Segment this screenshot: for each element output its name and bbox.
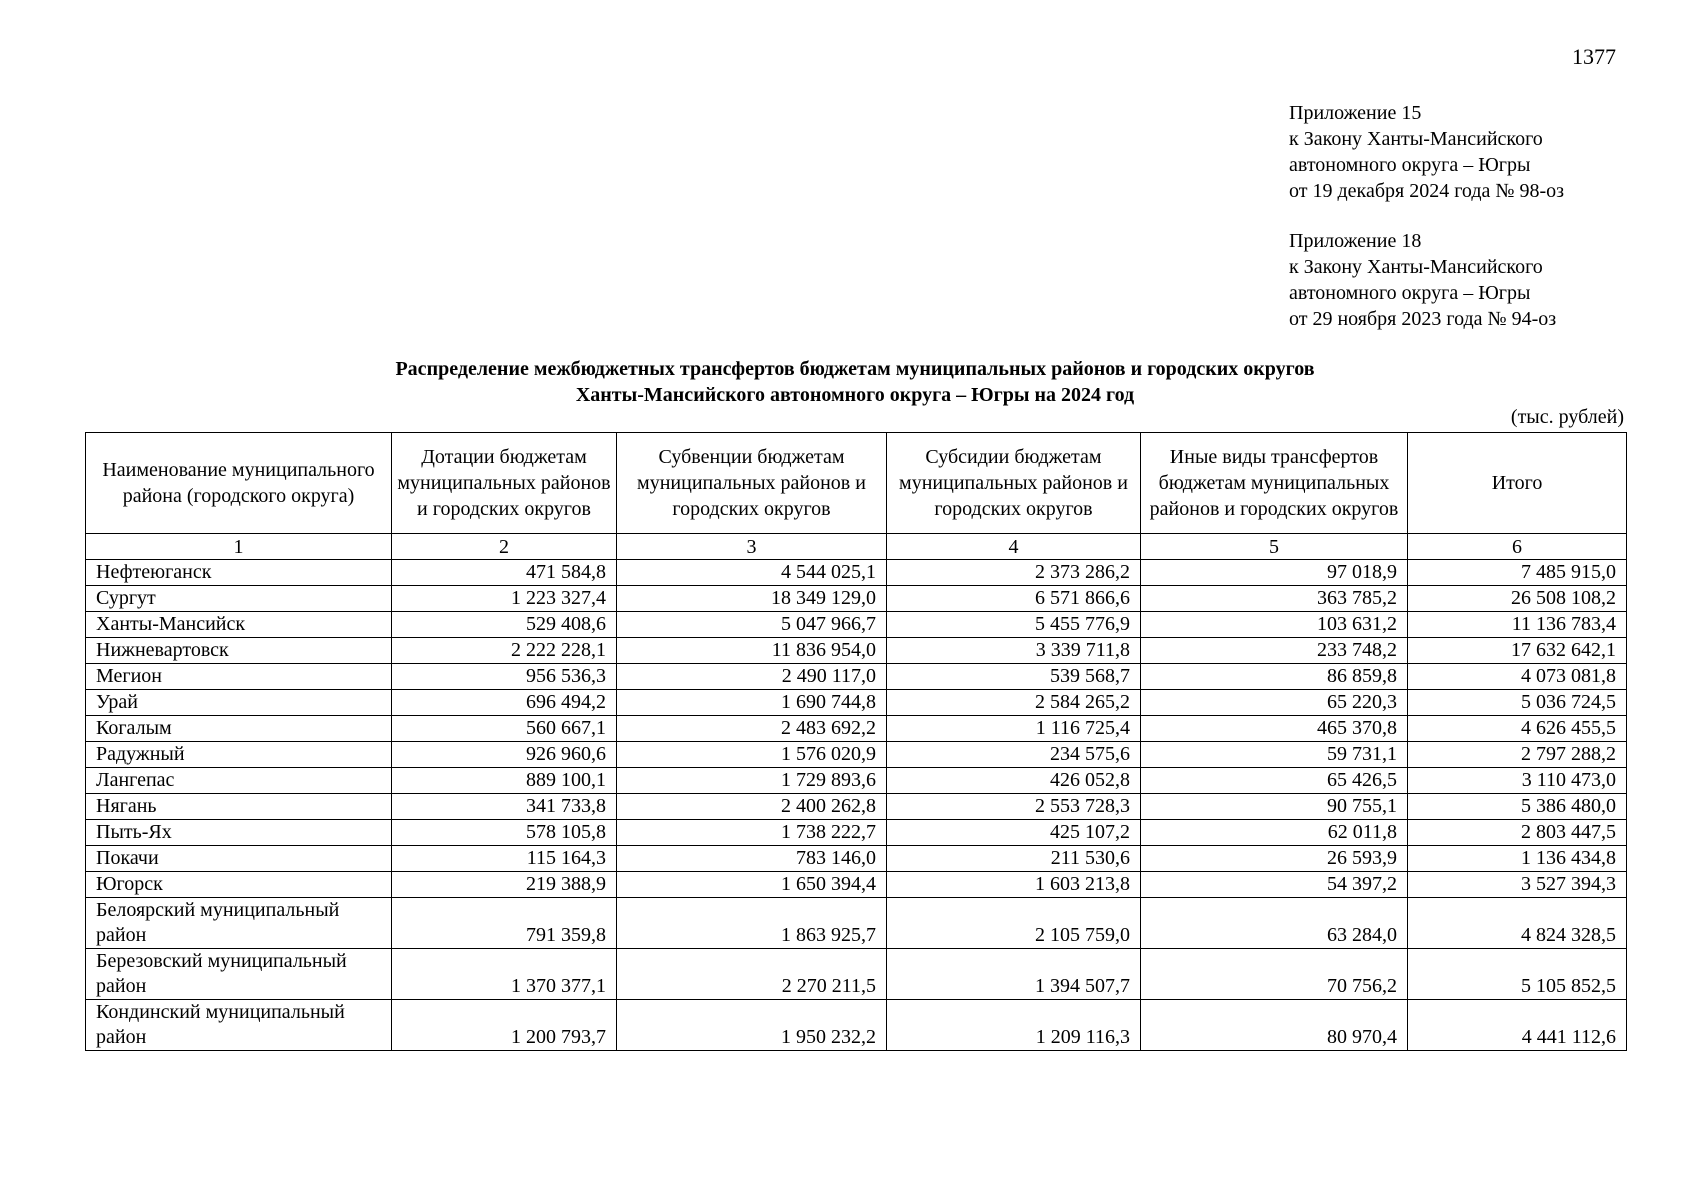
table-row	[86, 1000, 1627, 1051]
amount-cell: 696 494,2	[392, 690, 617, 716]
amount-cell: 1 729 893,6	[617, 768, 887, 794]
amount-cell: 2 400 262,8	[617, 794, 887, 820]
amount-cell: 4 073 081,8	[1408, 664, 1627, 690]
amount-cell: 2 797 288,2	[1408, 742, 1627, 768]
amount-cell: 363 785,2	[1141, 586, 1408, 612]
amount-cell: 4 441 112,6	[1408, 1000, 1627, 1051]
appendix-15-block	[1289, 100, 1564, 204]
appendix-line: к Закону Ханты-Мансийского	[1289, 128, 1543, 150]
amount-cell: 1 738 222,7	[617, 820, 887, 846]
amount-cell: 62 011,8	[1141, 820, 1408, 846]
amount-cell: 5 047 966,7	[617, 612, 887, 638]
header-subsidies-dotations: Дотации бюджетам муниципальных районов и городских округов	[392, 433, 617, 534]
amount-cell: 5 386 480,0	[1408, 794, 1627, 820]
amount-cell: 926 960,6	[392, 742, 617, 768]
amount-cell: 5 105 852,5	[1408, 949, 1627, 1000]
municipality-name-cell: Нефтеюганск	[86, 560, 392, 586]
amount-cell: 70 756,2	[1141, 949, 1408, 1000]
amount-cell: 1 370 377,1	[392, 949, 617, 1000]
amount-cell: 233 748,2	[1141, 638, 1408, 664]
municipality-name-cell: Югорск	[86, 872, 392, 898]
amount-cell: 1 863 925,7	[617, 898, 887, 949]
amount-cell: 3 110 473,0	[1408, 768, 1627, 794]
amount-cell: 1 200 793,7	[392, 1000, 617, 1051]
column-number: 3	[617, 534, 887, 560]
amount-cell: 1 394 507,7	[887, 949, 1141, 1000]
table-row	[86, 586, 1627, 612]
amount-cell: 578 105,8	[392, 820, 617, 846]
appendix-18-block	[1289, 228, 1556, 332]
table-row	[86, 690, 1627, 716]
amount-cell: 465 370,8	[1141, 716, 1408, 742]
municipality-name-cell: Сургут	[86, 586, 392, 612]
amount-cell: 426 052,8	[887, 768, 1141, 794]
amount-cell: 2 373 286,2	[887, 560, 1141, 586]
appendix-line: Приложение 18	[1289, 230, 1422, 252]
amount-cell: 1 650 394,4	[617, 872, 887, 898]
amount-cell: 63 284,0	[1141, 898, 1408, 949]
municipality-name-cell: Кондинский муниципальный район	[86, 1000, 392, 1051]
amount-cell: 1 223 327,4	[392, 586, 617, 612]
header-subsidies: Субсидии бюджетам муниципальных районов и городских округов	[887, 433, 1141, 534]
amount-cell: 1 136 434,8	[1408, 846, 1627, 872]
amount-cell: 17 632 642,1	[1408, 638, 1627, 664]
municipality-name-cell: Радужный	[86, 742, 392, 768]
amount-cell: 956 536,3	[392, 664, 617, 690]
amount-cell: 1 690 744,8	[617, 690, 887, 716]
table-row	[86, 794, 1627, 820]
amount-cell: 5 036 724,5	[1408, 690, 1627, 716]
amount-cell: 889 100,1	[392, 768, 617, 794]
municipality-name-cell: Пыть-Ях	[86, 820, 392, 846]
amount-cell: 115 164,3	[392, 846, 617, 872]
table-row	[86, 612, 1627, 638]
amount-cell: 11 836 954,0	[617, 638, 887, 664]
column-number: 5	[1141, 534, 1408, 560]
amount-cell: 1 603 213,8	[887, 872, 1141, 898]
amount-cell: 1 116 725,4	[887, 716, 1141, 742]
column-number: 4	[887, 534, 1141, 560]
column-number-row	[86, 534, 1627, 560]
amount-cell: 90 755,1	[1141, 794, 1408, 820]
column-number: 2	[392, 534, 617, 560]
municipality-name-cell: Урай	[86, 690, 392, 716]
amount-cell: 1 576 020,9	[617, 742, 887, 768]
amount-cell: 65 220,3	[1141, 690, 1408, 716]
amount-cell: 425 107,2	[887, 820, 1141, 846]
table-header-row	[86, 433, 1627, 534]
appendix-line: автономного округа – Югры	[1289, 154, 1531, 176]
amount-cell: 211 530,6	[887, 846, 1141, 872]
column-number: 1	[86, 534, 392, 560]
municipality-name-cell: Нижневартовск	[86, 638, 392, 664]
amount-cell: 3 527 394,3	[1408, 872, 1627, 898]
municipality-name-cell: Когалым	[86, 716, 392, 742]
table-row	[86, 560, 1627, 586]
amount-cell: 2 584 265,2	[887, 690, 1141, 716]
amount-cell: 6 571 866,6	[887, 586, 1141, 612]
amount-cell: 234 575,6	[887, 742, 1141, 768]
amount-cell: 1 950 232,2	[617, 1000, 887, 1051]
amount-cell: 2 270 211,5	[617, 949, 887, 1000]
title-line-1: Распределение межбюджетных трансфертов бюджетам муниципальных районов и городских округов	[395, 358, 1315, 380]
amount-cell: 26 593,9	[1141, 846, 1408, 872]
amount-cell: 529 408,6	[392, 612, 617, 638]
header-other-transfers: Иные виды трансфертов бюджетам муниципальных районов и городских округов	[1141, 433, 1408, 534]
municipality-name-cell: Лангепас	[86, 768, 392, 794]
table-row	[86, 898, 1627, 949]
amount-cell: 5 455 776,9	[887, 612, 1141, 638]
municipality-name-cell: Ханты-Мансийск	[86, 612, 392, 638]
transfers-table	[85, 432, 1627, 1051]
amount-cell: 3 339 711,8	[887, 638, 1141, 664]
amount-cell: 2 483 692,2	[617, 716, 887, 742]
amount-cell: 2 553 728,3	[887, 794, 1141, 820]
amount-cell: 219 388,9	[392, 872, 617, 898]
table-row	[86, 716, 1627, 742]
units-label: (тыс. рублей)	[1510, 406, 1624, 428]
amount-cell: 341 733,8	[392, 794, 617, 820]
document-title	[85, 356, 1625, 408]
amount-cell: 11 136 783,4	[1408, 612, 1627, 638]
amount-cell: 2 222 228,1	[392, 638, 617, 664]
amount-cell: 471 584,8	[392, 560, 617, 586]
table-row	[86, 949, 1627, 1000]
amount-cell: 2 803 447,5	[1408, 820, 1627, 846]
header-subventions: Субвенции бюджетам муниципальных районов и городских округов	[617, 433, 887, 534]
table-row	[86, 820, 1627, 846]
amount-cell: 18 349 129,0	[617, 586, 887, 612]
table-row	[86, 638, 1627, 664]
table-body	[86, 560, 1627, 1051]
appendix-line: Приложение 15	[1289, 102, 1422, 124]
amount-cell: 54 397,2	[1141, 872, 1408, 898]
amount-cell: 2 490 117,0	[617, 664, 887, 690]
amount-cell: 783 146,0	[617, 846, 887, 872]
amount-cell: 4 824 328,5	[1408, 898, 1627, 949]
appendix-line: к Закону Ханты-Мансийского	[1289, 256, 1543, 278]
header-municipality: Наименование муниципального района (городского округа)	[86, 433, 392, 534]
amount-cell: 1 209 116,3	[887, 1000, 1141, 1051]
amount-cell: 86 859,8	[1141, 664, 1408, 690]
amount-cell: 7 485 915,0	[1408, 560, 1627, 586]
table-row	[86, 664, 1627, 690]
amount-cell: 65 426,5	[1141, 768, 1408, 794]
appendix-line: автономного округа – Югры	[1289, 282, 1531, 304]
amount-cell: 4 544 025,1	[617, 560, 887, 586]
amount-cell: 4 626 455,5	[1408, 716, 1627, 742]
title-line-2: Ханты-Мансийского автономного округа – Югры на 2024 год	[575, 384, 1135, 406]
table-row	[86, 872, 1627, 898]
municipality-name-cell: Мегион	[86, 664, 392, 690]
amount-cell: 103 631,2	[1141, 612, 1408, 638]
amount-cell: 560 667,1	[392, 716, 617, 742]
amount-cell: 539 568,7	[887, 664, 1141, 690]
table-row	[86, 768, 1627, 794]
amount-cell: 791 359,8	[392, 898, 617, 949]
municipality-name-cell: Покачи	[86, 846, 392, 872]
column-number: 6	[1408, 534, 1627, 560]
amount-cell: 26 508 108,2	[1408, 586, 1627, 612]
page-number: 1377	[1572, 44, 1616, 69]
appendix-line: от 29 ноября 2023 года № 94-оз	[1289, 308, 1557, 330]
amount-cell: 80 970,4	[1141, 1000, 1408, 1051]
table-row	[86, 742, 1627, 768]
amount-cell: 2 105 759,0	[887, 898, 1141, 949]
table-row	[86, 846, 1627, 872]
appendix-line: от 19 декабря 2024 года № 98-оз	[1289, 180, 1565, 202]
municipality-name-cell: Нягань	[86, 794, 392, 820]
amount-cell: 59 731,1	[1141, 742, 1408, 768]
municipality-name-cell: Березовский муниципальный район	[86, 949, 392, 1000]
municipality-name-cell: Белоярский муниципальный район	[86, 898, 392, 949]
header-total: Итого	[1408, 433, 1627, 534]
amount-cell: 97 018,9	[1141, 560, 1408, 586]
